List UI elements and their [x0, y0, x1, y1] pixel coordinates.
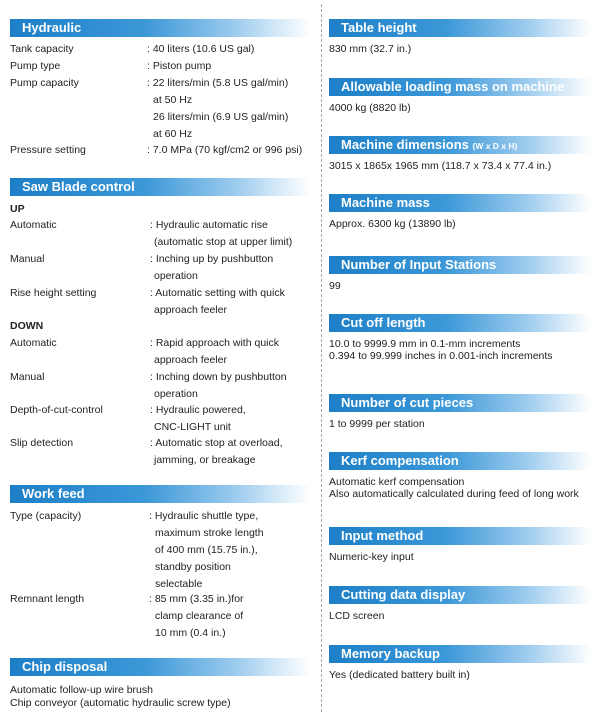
right-section-line: 4000 kg (8820 lb) — [329, 102, 411, 114]
value-line: operation — [154, 270, 198, 282]
pump-capacity-line: 26 liters/min (6.9 US gal/min) — [153, 111, 289, 123]
pressure-setting-value: : 7.0 MPa (70 kgf/cm2 or 996 psi) — [147, 144, 303, 156]
pump-capacity-line: at 50 Hz — [153, 94, 193, 106]
pump-type-label: Pump type — [10, 60, 61, 72]
down-manual-value — [150, 369, 287, 403]
work-feed-header — [10, 485, 310, 503]
right-section-title: Number of Input Stations — [341, 257, 497, 272]
chip-disposal-header — [10, 658, 310, 676]
value-line: clamp clearance of — [155, 610, 244, 622]
right-section-header — [329, 586, 591, 604]
down-automatic-value — [150, 335, 279, 369]
right-section-title: Machine mass — [341, 195, 430, 210]
right-section-title: Number of cut pieces — [341, 395, 474, 410]
chip-disposal-line: Automatic follow-up wire brush — [10, 684, 153, 696]
tank-capacity-label: Tank capacity — [10, 43, 74, 55]
down-automatic-label: Automatic — [10, 337, 57, 349]
value-line: standby position — [155, 561, 231, 573]
right-section-title: Memory backup — [341, 646, 440, 661]
right-section-line: 10.0 to 9999.9 mm in 0.1-mm increments — [329, 338, 521, 350]
pump-capacity-value — [147, 75, 288, 143]
right-section-line: 3015 x 1865x 1965 mm (118.7 x 73.4 x 77.4 in.) — [329, 160, 552, 172]
up-manual-label: Manual — [10, 253, 45, 265]
value-line: of 400 mm (15.75 in.), — [155, 544, 258, 556]
rise-height-value — [150, 285, 285, 319]
right-section-header — [329, 394, 591, 412]
chip-disposal-line: Chip conveyor (automatic hydraulic screw type) — [10, 697, 231, 709]
right-section-header — [329, 194, 591, 212]
right-section-line: 0.394 to 99.999 inches in 0.001-inch increments — [329, 350, 553, 362]
right-section-title: Table height — [341, 20, 417, 35]
value-line: (automatic stop at upper limit) — [154, 236, 293, 248]
pump-type-value: : Piston pump — [147, 60, 212, 72]
right-section-header — [329, 256, 591, 274]
value-line: : Hydraulic automatic rise — [150, 219, 268, 231]
right-section-line: LCD screen — [329, 610, 385, 622]
value-line: : 85 mm (3.35 in.)for — [149, 593, 244, 605]
value-line: : Inching up by pushbutton — [150, 253, 274, 265]
value-line: : Inching down by pushbutton — [150, 371, 287, 383]
remnant-length-value — [149, 591, 244, 642]
right-section-header — [329, 136, 591, 154]
remnant-length-label: Remnant length — [10, 593, 85, 605]
depth-of-cut-label: Depth-of-cut-control — [10, 404, 103, 416]
pressure-setting-label: Pressure setting — [10, 144, 86, 156]
value-line: : Rapid approach with quick — [150, 337, 279, 349]
value-line: jamming, or breakage — [154, 454, 256, 466]
value-line: operation — [154, 388, 198, 400]
value-line: selectable — [155, 578, 203, 590]
saw-blade-header — [10, 178, 310, 196]
work-feed-type-value — [149, 508, 264, 593]
depth-of-cut-value — [150, 402, 246, 436]
value-line: : Automatic setting with quick — [150, 287, 285, 299]
hydraulic-header — [10, 19, 310, 37]
right-section-line: 99 — [329, 280, 341, 292]
right-section-title: Cutting data display — [341, 587, 466, 602]
up-manual-value — [150, 251, 273, 285]
pump-capacity-line: : 22 liters/min (5.8 US gal/min) — [147, 77, 289, 89]
right-section-line: Numeric-key input — [329, 551, 414, 563]
down-heading: DOWN — [10, 320, 44, 332]
right-section-header — [329, 452, 591, 470]
right-section-title: Machine dimensions — [341, 137, 473, 152]
right-section-header — [329, 645, 591, 663]
up-automatic-value — [150, 217, 292, 251]
right-section-title-sub: (W x D x H) — [472, 141, 518, 151]
right-section-title: Input method — [341, 528, 424, 543]
right-section-header — [329, 314, 591, 332]
slip-detection-label: Slip detection — [10, 437, 74, 449]
pump-capacity-line: at 60 Hz — [153, 128, 193, 140]
right-section-line: 830 mm (32.7 in.) — [329, 43, 412, 55]
right-section-line: Automatic kerf compensation — [329, 476, 465, 488]
value-line: : Hydraulic powered, — [150, 404, 246, 416]
value-line: 10 mm (0.4 in.) — [155, 627, 226, 639]
value-line: approach feeler — [154, 304, 227, 316]
saw-blade-title: Saw Blade control — [22, 179, 135, 194]
value-line: maximum stroke length — [155, 527, 264, 539]
work-feed-title: Work feed — [22, 486, 85, 501]
hydraulic-title: Hydraulic — [22, 20, 82, 35]
chip-disposal-title: Chip disposal — [22, 659, 108, 674]
right-section-line: 1 to 9999 per station — [329, 418, 425, 430]
value-line: : Automatic stop at overload, — [150, 437, 283, 449]
right-section-title: Kerf compensation — [341, 453, 459, 468]
right-section-line: Approx. 6300 kg (13890 lb) — [329, 218, 456, 230]
work-feed-type-label: Type (capacity) — [10, 510, 82, 522]
right-section-line: Also automatically calculated during feed of long work — [329, 488, 579, 500]
right-section-line: Yes (dedicated battery built in) — [329, 669, 470, 681]
right-section-header — [329, 78, 591, 96]
right-section-title: Allowable loading mass on machine — [341, 79, 565, 94]
up-automatic-label: Automatic — [10, 219, 57, 231]
rise-height-label: Rise height setting — [10, 287, 97, 299]
up-heading: UP — [10, 203, 25, 215]
value-line: CNC-LIGHT unit — [154, 421, 231, 433]
tank-capacity-value: : 40 liters (10.6 US gal) — [147, 43, 255, 55]
pump-capacity-label: Pump capacity — [10, 77, 79, 89]
right-section-header — [329, 19, 591, 37]
value-line: : Hydraulic shuttle type, — [149, 510, 259, 522]
slip-detection-value — [150, 435, 283, 469]
down-manual-label: Manual — [10, 371, 45, 383]
right-section-header — [329, 527, 591, 545]
value-line: approach feeler — [154, 354, 227, 366]
right-section-title: Cut off length — [341, 315, 426, 330]
column-divider — [321, 4, 322, 712]
